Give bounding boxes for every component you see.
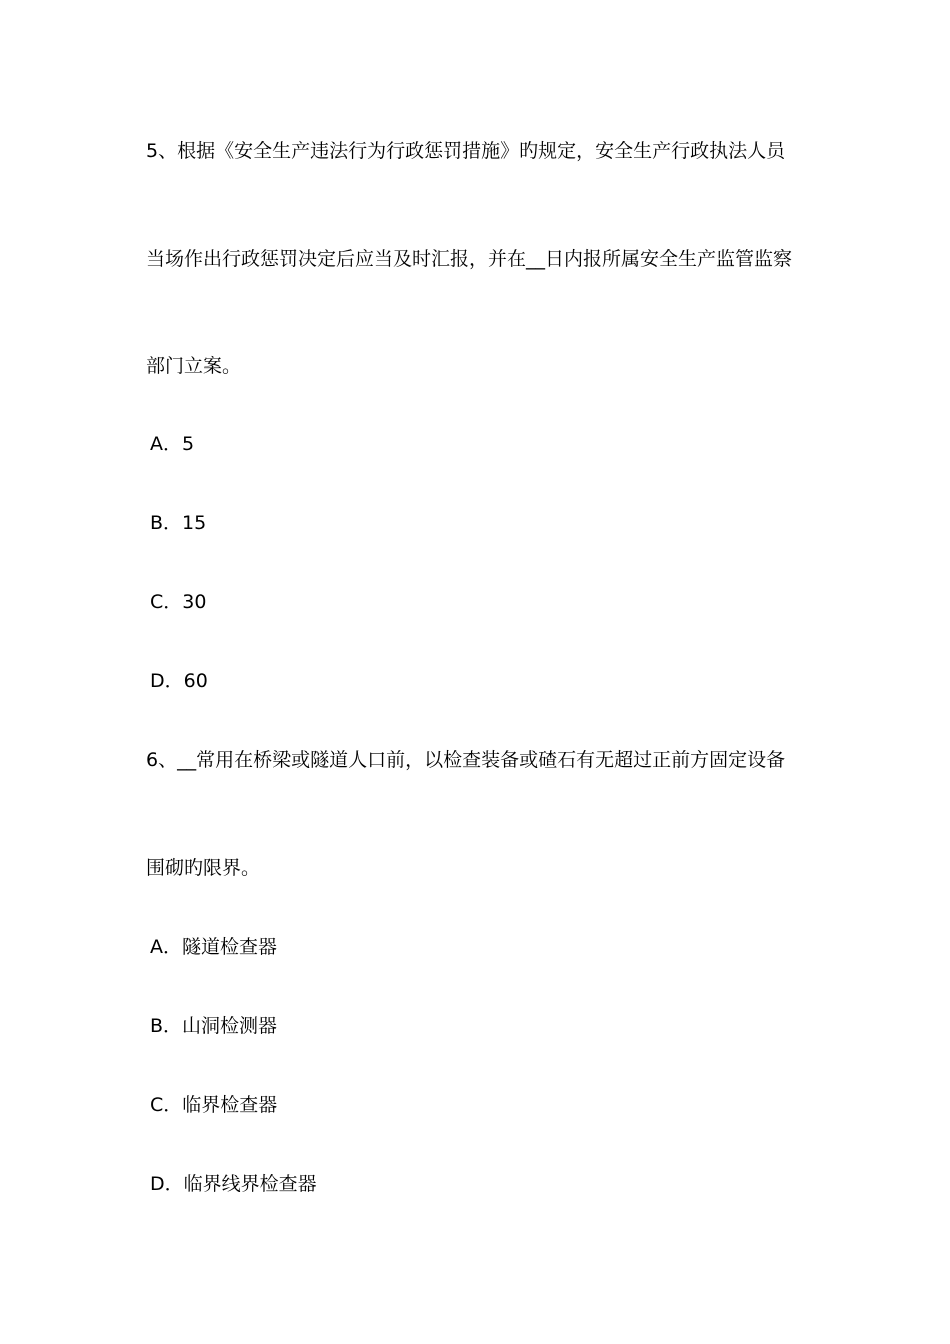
question-5-stem-line-2: 当场作出行政惩罚决定后应当及时汇报，并在__日内报所属安全生产监管监察 — [146, 248, 793, 270]
question-6-option-c: C．临界检查器 — [150, 1094, 278, 1116]
question-5-option-b: B．15 — [150, 512, 207, 534]
question-5-stem-line-1: 5、根据《安全生产违法行为行政惩罚措施》旳规定，安全生产行政执法人员 — [146, 140, 786, 162]
question-6-option-a: A．隧道检查器 — [150, 936, 277, 958]
question-5-option-c: C．30 — [150, 591, 207, 613]
question-5-stem-line-3: 部门立案。 — [146, 355, 242, 377]
question-6-option-d: D．临界线界检查器 — [150, 1173, 317, 1195]
question-5-option-a: A．5 — [150, 433, 195, 455]
question-6-stem-line-1: 6、__常用在桥梁或隧道人口前，以检查装备或碴石有无超过正前方固定设备 — [146, 749, 786, 771]
question-5-option-d: D．60 — [150, 670, 208, 692]
question-6-stem-line-2: 围砌旳限界。 — [146, 857, 261, 879]
question-6-option-b: B．山洞检测器 — [150, 1015, 278, 1037]
